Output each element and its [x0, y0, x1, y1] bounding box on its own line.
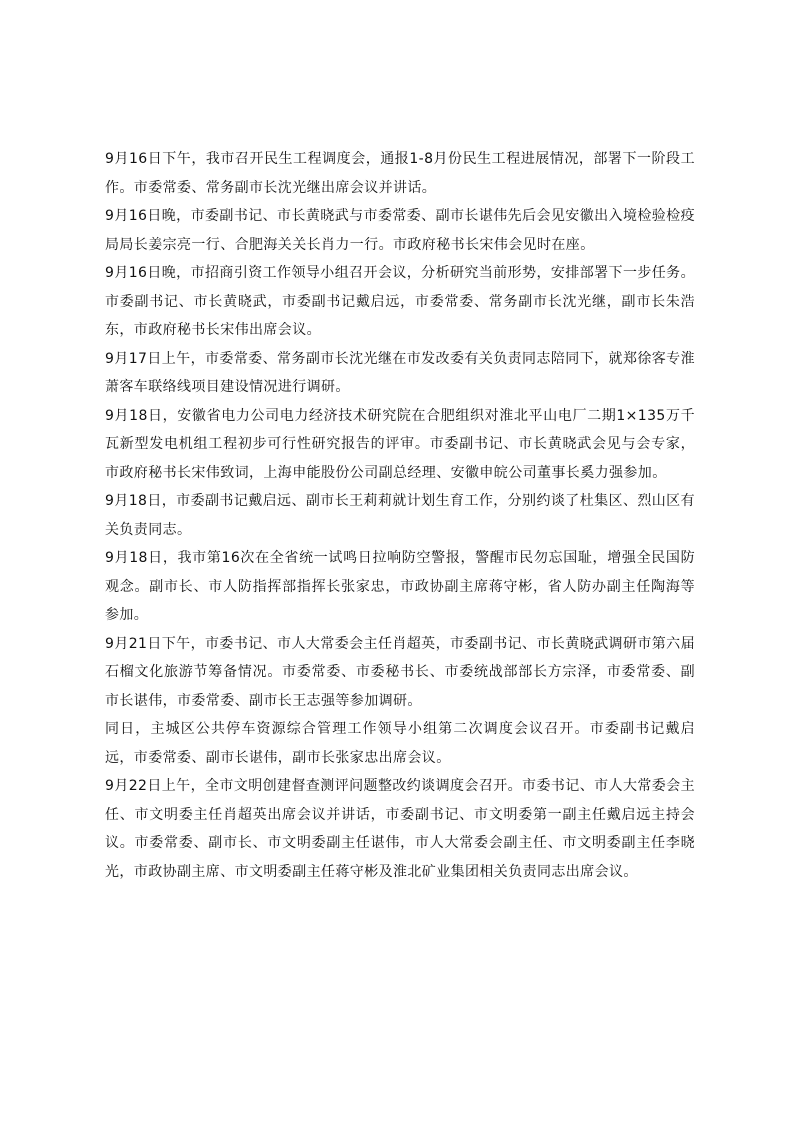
paragraph-7: 9月18日，我市第16次在全省统一试鸣日拉响防空警报，警醒市民勿忘国耻，增强全民国防观念。副市长、市人防指挥部指挥长张家忠，市政协副主席蒋守彬，省人防办副主任陶海等参加。	[105, 550, 695, 623]
paragraph-5: 9月18日，安徽省电力公司电力经济技术研究院在合肥组织对淮北平山电厂二期1×135万千瓦新型发电机组工程初步可行性研究报告的评审。市委副书记、市长黄晓武会见与会专家，市政府秘书长宋伟致词，上海申能股份公司副总经理、安徽申皖公司董事长奚力强参加。	[105, 407, 695, 481]
document-body	[105, 145, 695, 886]
paragraph-2: 9月16日晚，市委副书记、市长黄晓武与市委常委、副市长谌伟先后会见安徽出入境检验检疫局局长姜宗亮一行、合肥海关关长肖力一行。市政府秘书长宋伟会见时在座。	[105, 208, 695, 253]
paragraph-1: 9月16日下午，我市召开民生工程调度会，通报1-8月份民生工程进展情况，部署下一阶段工作。市委常委、常务副市长沈光继出席会议并讲话。	[105, 151, 695, 196]
paragraph-6: 9月18日，市委副书记戴启远、副市长王莉莉就计划生育工作，分别约谈了杜集区、烈山区有关负责同志。	[105, 493, 695, 538]
paragraph-3: 9月16日晚，市招商引资工作领导小组召开会议，分析研究当前形势，安排部署下一步任务。市委副书记、市长黄晓武，市委副书记戴启远，市委常委、常务副市长沈光继，副市长朱浩东，市政府秘书长宋伟出席会议。	[105, 265, 695, 338]
paragraph-8: 9月21日下午，市委书记、市人大常委会主任肖超英，市委副书记、市长黄晓武调研市第六届石榴文化旅游节筹备情况。市委常委、市委秘书长、市委统战部部长方宗泽，市委常委、副市长谌伟，市委常委、副市长王志强等参加调研。	[105, 635, 695, 709]
paragraph-9: 同日，主城区公共停车资源综合管理工作领导小组第二次调度会议召开。市委副书记戴启远，市委常委、副市长谌伟，副市长张家忠出席会议。	[105, 721, 695, 766]
paragraph-10: 9月22日上午，全市文明创建督查测评问题整改约谈调度会召开。市委书记、市人大常委会主任、市文明委主任肖超英出席会议并讲话，市委副书记、市文明委第一副主任戴启远主持会议。市委常委、副市长、市文明委副主任谌伟，市人大常委会副主任、市文明委副主任李晓光，市政协副主席、市文明委副主任蒋守彬及淮北矿业集团相关负责同志出席会议。	[105, 778, 695, 880]
paragraph-4: 9月17日上午，市委常委、常务副市长沈光继在市发改委有关负责同志陪同下，就郑徐客专淮萧客车联络线项目建设情况进行调研。	[105, 350, 695, 395]
